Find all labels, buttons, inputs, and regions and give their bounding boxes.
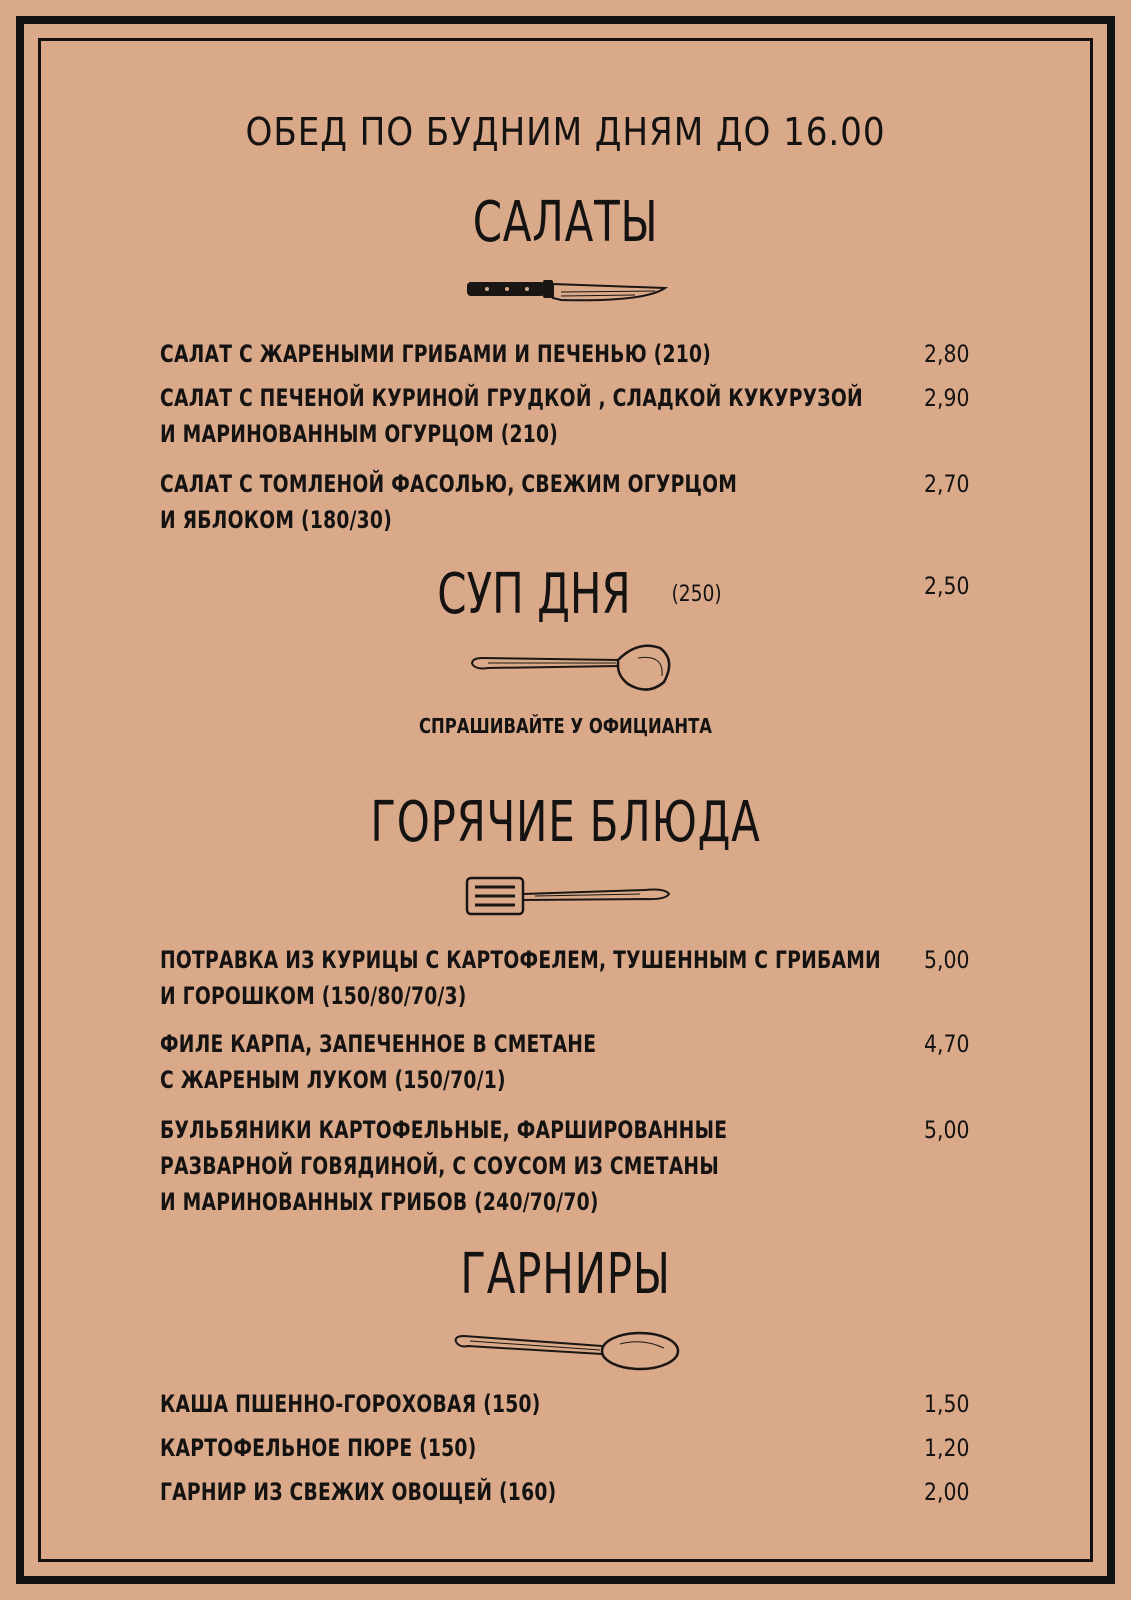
list-item: ПОТРАВКА ИЗ КУРИЦЫ С КАРТОФЕЛЕМ, ТУШЕННЫМ С ГРИБАМИ И ГОРОШКОМ (150/80/70/3) xyxy=(160,946,881,1010)
list-item: САЛАТ С ПЕЧЕНОЙ КУРИНОЙ ГРУДКОЙ , СЛАДКОЙ КУКУРУЗОЙ И МАРИНОВАННЫМ ОГУРЦОМ (210) xyxy=(160,384,863,448)
section-title-sides: ГАРНИРЫ xyxy=(460,1242,671,1307)
list-item: КАША ПШЕННО-ГОРОХОВАЯ (150) xyxy=(160,1390,541,1418)
item-price: 1,20 xyxy=(923,1434,969,1462)
knife-icon xyxy=(465,276,675,310)
soup-price: 2,50 xyxy=(923,572,969,600)
item-price: 2,00 xyxy=(923,1478,969,1506)
page-title: ОБЕД ПО БУДНИМ ДНЯМ ДО 16.00 xyxy=(245,110,886,154)
list-item: БУЛЬБЯНИКИ КАРТОФЕЛЬНЫЕ, ФАРШИРОВАННЫЕ РАЗВАРНОЙ ГОВЯДИНОЙ, С СОУСОМ ИЗ СМЕТАНЫ И МАРИНОВАННЫХ ГРИБОВ (240/70/70) xyxy=(160,1116,728,1216)
section-title-salads: САЛАТЫ xyxy=(472,190,659,255)
section-title-hot: ГОРЯЧИЕ БЛЮДА xyxy=(370,790,761,855)
item-price: 2,90 xyxy=(923,384,969,412)
item-price: 5,00 xyxy=(923,946,969,974)
list-item: КАРТОФЕЛЬНОЕ ПЮРЕ (150) xyxy=(160,1434,477,1462)
ladle-icon xyxy=(468,638,678,696)
item-price: 2,80 xyxy=(923,340,969,368)
list-item: ФИЛЕ КАРПА, ЗАПЕЧЕННОЕ В СМЕТАНЕ С ЖАРЕНЫМ ЛУКОМ (150/70/1) xyxy=(160,1030,597,1094)
list-item: САЛАТ С ЖАРЕНЫМИ ГРИБАМИ И ПЕЧЕНЬЮ (210) xyxy=(160,340,712,368)
item-price: 1,50 xyxy=(923,1390,969,1418)
soup-weight: (250) xyxy=(671,582,722,607)
list-item: ГАРНИР ИЗ СВЕЖИХ ОВОЩЕЙ (160) xyxy=(160,1478,557,1506)
list-item: САЛАТ С ТОМЛЕНОЙ ФАСОЛЬЮ, СВЕЖИМ ОГУРЦОМ И ЯБЛОКОМ (180/30) xyxy=(160,470,738,534)
soup-note: СПРАШИВАЙТЕ У ОФИЦИАНТА xyxy=(418,714,712,738)
spatula-icon xyxy=(465,874,675,920)
item-price: 4,70 xyxy=(923,1030,969,1058)
spoon-icon xyxy=(452,1328,682,1374)
section-title-soup: СУП ДНЯ xyxy=(436,562,631,627)
item-price: 2,70 xyxy=(923,470,969,498)
item-price: 5,00 xyxy=(923,1116,969,1144)
